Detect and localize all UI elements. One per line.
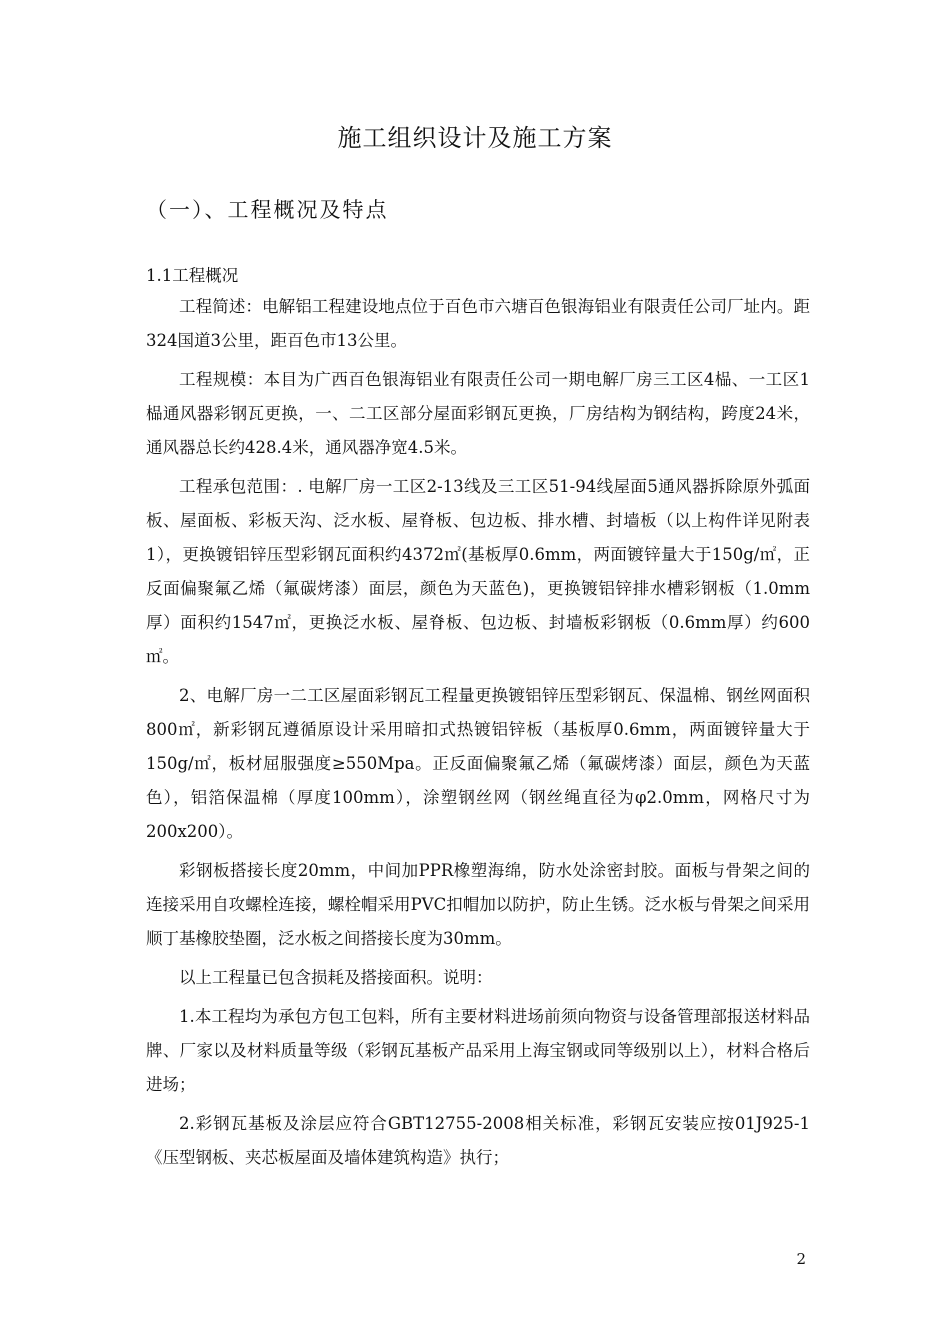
document-body	[146, 290, 810, 1180]
paragraph-note-1: 1.本工程均为承包方包工包料，所有主要材料进场前须向物资与设备管理部报送材料品牌、厂家以及材料质量等级（彩钢瓦基板产品采用上海宝钢或同等级别以上），材料合格后进场；	[146, 1007, 810, 1094]
paragraph-scale: 工程规模：本目为广西百色银海铝业有限责任公司一期电解厂房三工区4榀、一工区1榀通风器彩钢瓦更换，一、二工区部分屋面彩钢瓦更换，厂房结构为钢结构，跨度24米，通风器总长约428.4米，通风器净宽4.5米。	[146, 370, 810, 457]
page-number: 2	[796, 1250, 806, 1268]
document-title: 施工组织设计及施工方案	[337, 124, 613, 152]
paragraph-quantity-note: 以上工程量已包含损耗及搭接面积。说明：	[179, 968, 493, 987]
paragraph-note-2: 2.彩钢瓦基板及涂层应符合GBT12755-2008相关标准，彩钢瓦安装应按01J925-1《压型钢板、夹芯板屋面及墙体建筑构造》执行；	[146, 1114, 810, 1167]
paragraph-overview: 工程简述：电解铝工程建设地点位于百色市六塘百色银海铝业有限责任公司厂址内。距324国道3公里，距百色市13公里。	[146, 297, 810, 350]
paragraph-scope: 工程承包范围：. 电解厂房一工区2-13线及三工区51-94线屋面5通风器拆除原外弧面板、屋面板、彩板天沟、泛水板、屋脊板、包边板、排水槽、封墙板（以上构件详见附表1），更换镀铝锌压型彩钢瓦面积约4372㎡(基板厚0.6mm，两面镀锌量大于150g/㎡，正反面偏聚氟乙烯（氟碳烤漆）面层，颜色为天蓝色)，更换镀铝锌排水槽彩钢板（1.0mm厚）面积约1547㎡，更换泛水板、屋脊板、包边板、封墙板彩钢板（0.6mm厚）约600㎡。	[146, 477, 810, 666]
paragraph-lap-length: 彩钢板搭接长度20mm，中间加PPR橡塑海绵，防水处涂密封胶。面板与骨架之间的连接采用自攻螺栓连接，螺栓帽采用PVC扣帽加以防护，防止生锈。泛水板与骨架之间采用顺丁基橡胶垫圈，泛水板之间搭接长度为30mm。	[146, 861, 810, 948]
section-heading: （一）、工程概况及特点	[146, 198, 389, 222]
subsection-heading: 1.1工程概况	[146, 266, 239, 285]
paragraph-item-2: 2、电解厂房一二工区屋面彩钢瓦工程量更换镀铝锌压型彩钢瓦、保温棉、钢丝网面积800㎡，新彩钢瓦遵循原设计采用暗扣式热镀铝锌板（基板厚0.6mm，两面镀锌量大于150g/㎡，板材屈服强度≥550Mpa。正反面偏聚氟乙烯（氟碳烤漆）面层，颜色为天蓝色），铝箔保温棉（厚度100mm），涂塑钢丝网（钢丝绳直径为φ2.0mm，网格尺寸为200x200）。	[146, 686, 810, 841]
